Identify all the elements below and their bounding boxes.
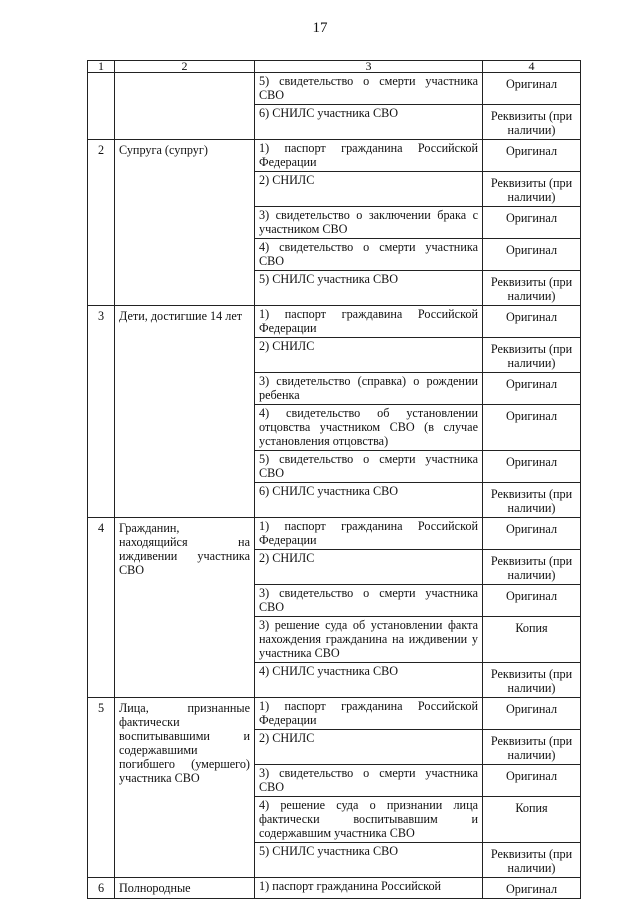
row-number: 3 [88, 306, 115, 518]
document-form: Оригинал [483, 765, 581, 797]
table-row [88, 306, 581, 338]
document-name: 4) решение суда о признании лица фактически воспитывавшим и содержавшим участника СВО [255, 797, 483, 843]
document-name: 5) СНИЛС участника СВО [255, 271, 483, 306]
document-name: 4) свидетельство об установлении отцовства участником СВО (в случае установления отцовства) [255, 405, 483, 451]
header-cell-4: 4 [483, 61, 581, 73]
document-form: Оригинал [483, 239, 581, 271]
recipient-category: Гражданин, находящийся на иждивении участника СВО [115, 518, 255, 698]
document-name: 5) свидетельство о смерти участника СВО [255, 73, 483, 105]
document-name: 3) решение суда об установлении факта нахождения гражданина на иждивении у участника СВО [255, 617, 483, 663]
document-name: 4) свидетельство о смерти участника СВО [255, 239, 483, 271]
document-name: 4) СНИЛС участника СВО [255, 663, 483, 698]
document-form: Реквизиты (при наличии) [483, 271, 581, 306]
document-form: Оригинал [483, 405, 581, 451]
document-form: Реквизиты (при наличии) [483, 172, 581, 207]
document-form: Оригинал [483, 698, 581, 730]
document-name: 3) свидетельство о заключении брака с участником СВО [255, 207, 483, 239]
document-form: Реквизиты (при наличии) [483, 663, 581, 698]
document-name: 3) свидетельство о смерти участника СВО [255, 585, 483, 617]
document-form: Оригинал [483, 140, 581, 172]
document-name: 6) СНИЛС участника СВО [255, 105, 483, 140]
row-number [88, 73, 115, 140]
documents-table [87, 60, 581, 899]
document-name: 3) свидетельство (справка) о рождении ребенка [255, 373, 483, 405]
row-number: 6 [88, 878, 115, 899]
document-form: Реквизиты (при наличии) [483, 483, 581, 518]
document-form: Оригинал [483, 451, 581, 483]
recipient-category: Полнородные [115, 878, 255, 899]
table-row [88, 518, 581, 550]
row-number: 2 [88, 140, 115, 306]
document-name: 2) СНИЛС [255, 730, 483, 765]
document-form: Оригинал [483, 306, 581, 338]
document-form: Копия [483, 617, 581, 663]
document-name: 1) паспорт гражданина Российской [255, 878, 483, 899]
header-cell-2: 2 [115, 61, 255, 73]
document-name: 1) паспорт гражданина Российской Федерации [255, 140, 483, 172]
table-header-row [88, 61, 581, 73]
document-form: Оригинал [483, 373, 581, 405]
row-number: 4 [88, 518, 115, 698]
recipient-category: Лица, признанные фактически воспитывавшими и содержавшими погибшего (умершего) участника СВО [115, 698, 255, 878]
document-name: 2) СНИЛС [255, 550, 483, 585]
document-name: 2) СНИЛС [255, 338, 483, 373]
recipient-category: Супруга (супруг) [115, 140, 255, 306]
row-number: 5 [88, 698, 115, 878]
table-row [88, 878, 581, 899]
header-cell-1: 1 [88, 61, 115, 73]
recipient-category: Дети, достигшие 14 лет [115, 306, 255, 518]
document-form: Реквизиты (при наличии) [483, 843, 581, 878]
document-form: Оригинал [483, 585, 581, 617]
header-cell-3: 3 [255, 61, 483, 73]
document-name: 1) паспорт гражданина Российской Федерации [255, 518, 483, 550]
document-name: 5) свидетельство о смерти участника СВО [255, 451, 483, 483]
document-form: Оригинал [483, 207, 581, 239]
document-name: 1) паспорт граждавина Российской Федерации [255, 306, 483, 338]
document-name: 2) СНИЛС [255, 172, 483, 207]
table-row [88, 140, 581, 172]
document-form: Копия [483, 797, 581, 843]
document-form: Реквизиты (при наличии) [483, 338, 581, 373]
document-form: Реквизиты (при наличии) [483, 730, 581, 765]
table-row [88, 73, 581, 105]
document-form: Оригинал [483, 518, 581, 550]
document-name: 5) СНИЛС участника СВО [255, 843, 483, 878]
page-number: 17 [312, 20, 328, 36]
document-form: Реквизиты (при наличии) [483, 550, 581, 585]
document-name: 6) СНИЛС участника СВО [255, 483, 483, 518]
table-row [88, 698, 581, 730]
recipient-category [115, 73, 255, 140]
document-form: Оригинал [483, 73, 581, 105]
document-name: 3) свидетельство о смерти участника СВО [255, 765, 483, 797]
document-name: 1) паспорт гражданина Российской Федерации [255, 698, 483, 730]
document-form: Реквизиты (при наличии) [483, 105, 581, 140]
document-form: Оригинал [483, 878, 581, 899]
